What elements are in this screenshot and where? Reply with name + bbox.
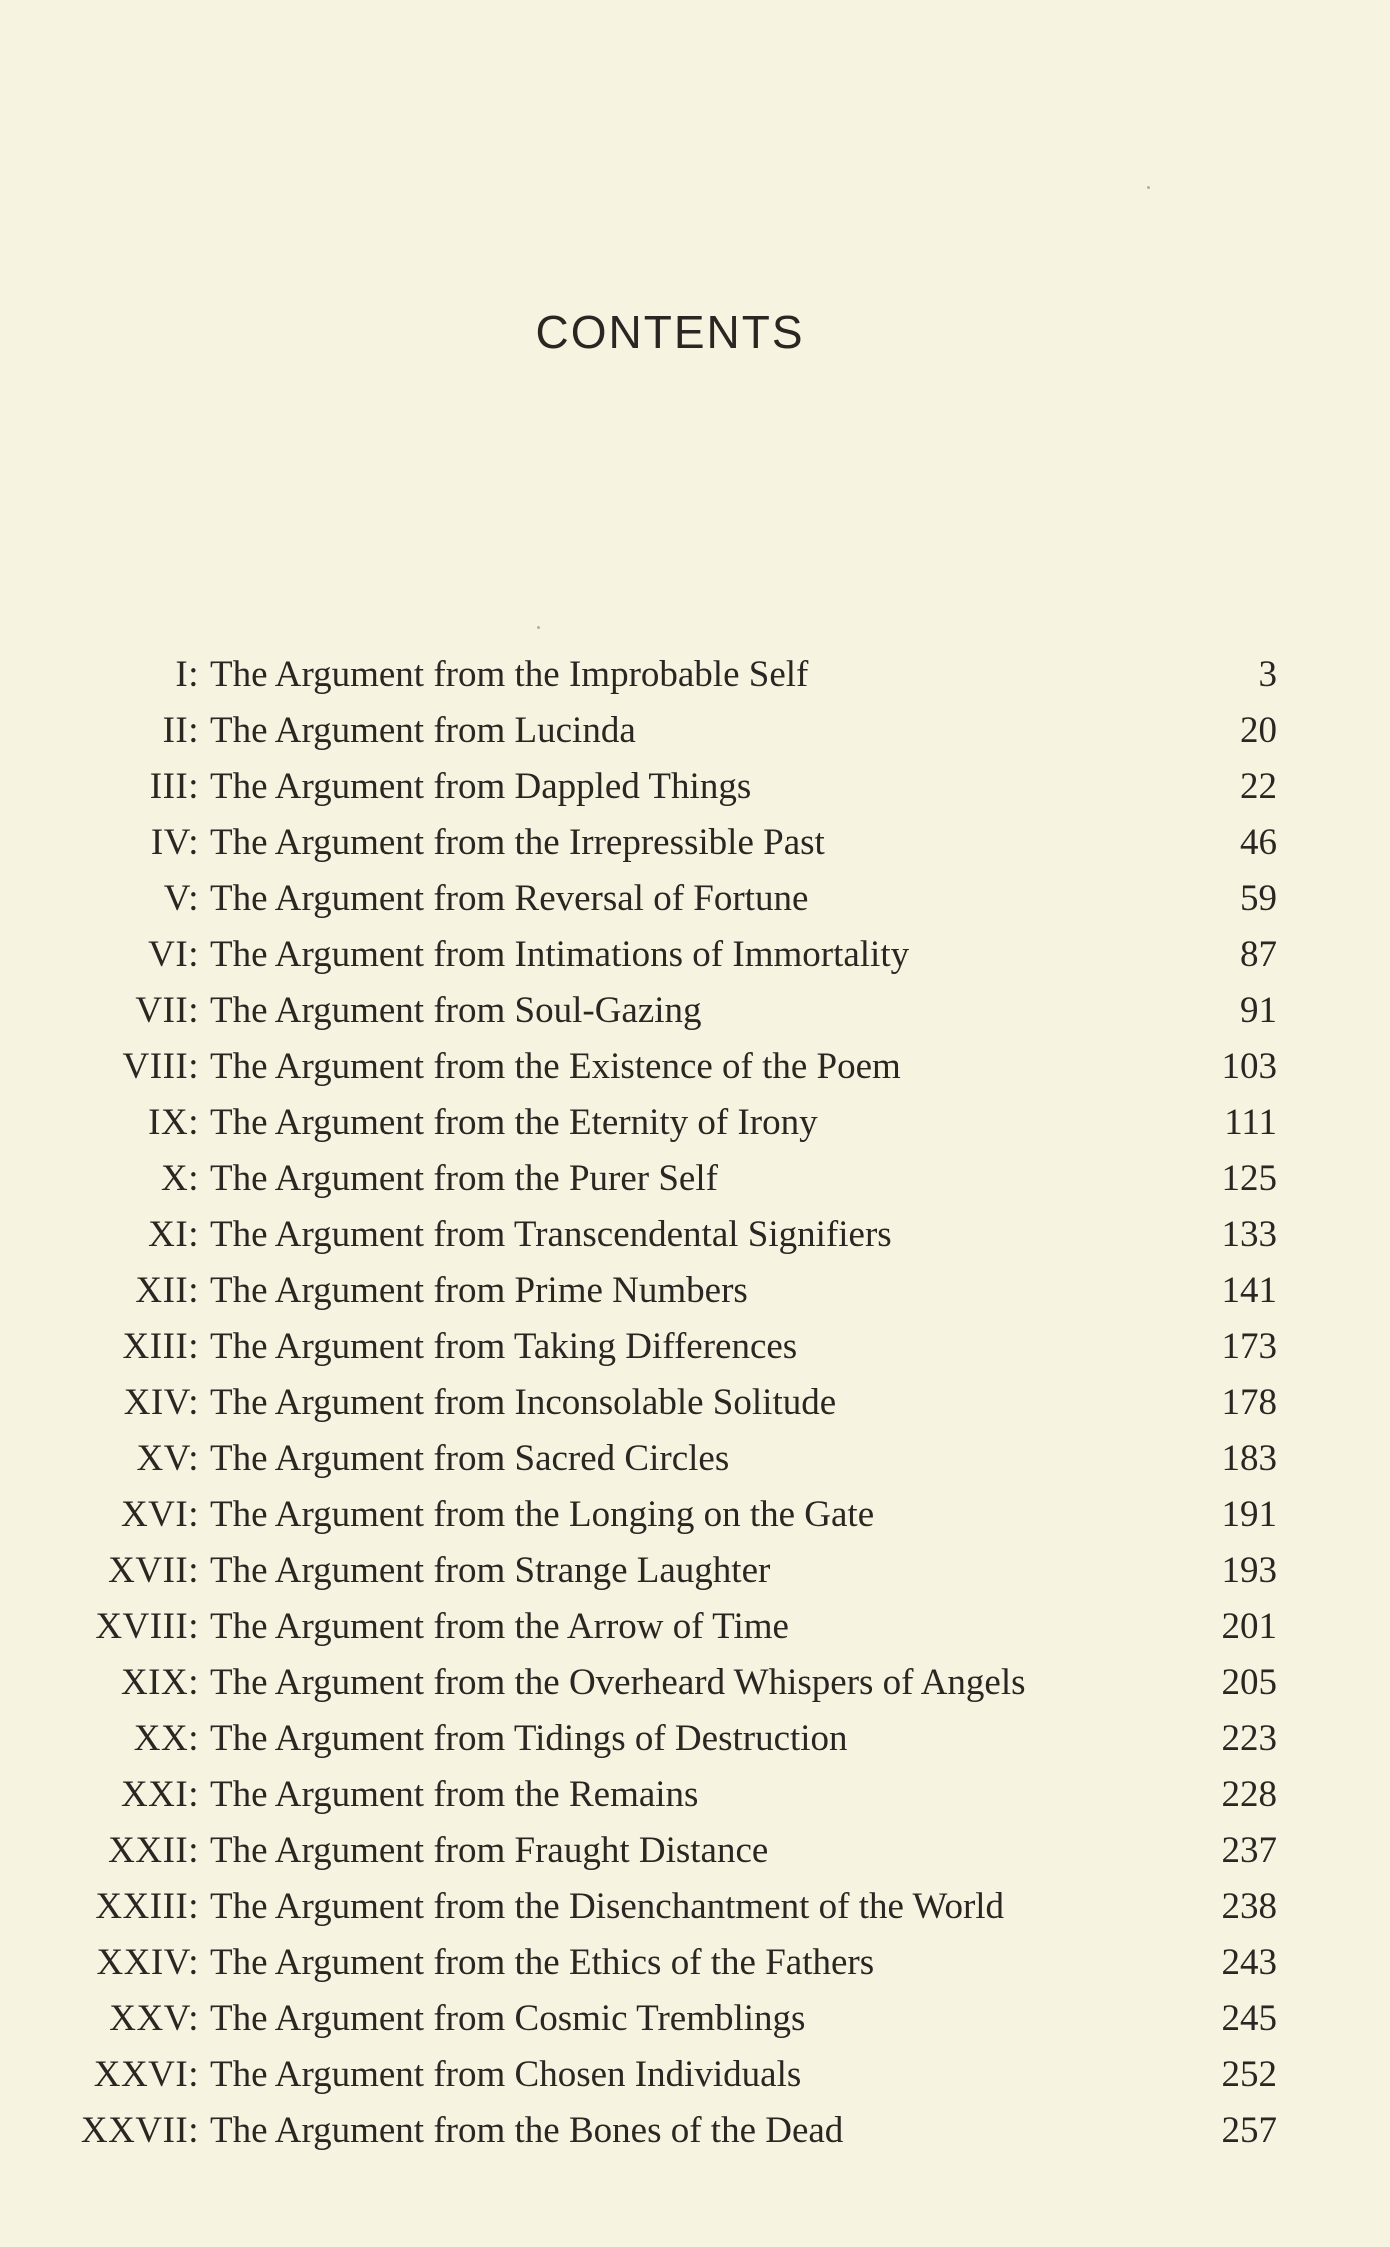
page-number: 228 — [1221, 1774, 1277, 1815]
page-number: 46 — [1240, 822, 1277, 863]
chapter-numeral: III: — [149, 766, 199, 807]
page-number: 238 — [1221, 1886, 1277, 1927]
chapter-title: The Argument from Taking Differences — [210, 1326, 798, 1367]
paper-speck — [537, 626, 540, 629]
chapter-title: The Argument from Cosmic Tremblings — [210, 1998, 806, 2039]
page-number: 59 — [1240, 878, 1277, 919]
page-number: 91 — [1240, 990, 1277, 1031]
toc-entry[interactable] — [0, 1487, 1390, 1543]
page-number: 133 — [1221, 1214, 1277, 1255]
page-number: 173 — [1221, 1326, 1277, 1367]
page-number: 243 — [1221, 1942, 1277, 1983]
toc-entry[interactable] — [0, 1263, 1390, 1319]
toc-entry[interactable] — [0, 1655, 1390, 1711]
page-number: 237 — [1221, 1830, 1277, 1871]
toc-entry[interactable] — [0, 1375, 1390, 1431]
chapter-title: The Argument from Sacred Circles — [210, 1438, 730, 1479]
page-number: 111 — [1224, 1102, 1277, 1143]
toc-entry[interactable] — [0, 647, 1390, 703]
toc-entry[interactable] — [0, 1935, 1390, 1991]
page-title: CONTENTS — [535, 306, 805, 358]
chapter-title: The Argument from Dappled Things — [210, 766, 752, 807]
chapter-numeral: XXIII: — [95, 1886, 199, 1927]
chapter-numeral: VIII: — [122, 1046, 199, 1087]
toc-entry[interactable] — [0, 2047, 1390, 2103]
chapter-title: The Argument from the Remains — [210, 1774, 699, 1815]
page-number: 193 — [1221, 1550, 1277, 1591]
chapter-title: The Argument from the Ethics of the Fathers — [210, 1942, 875, 1983]
chapter-title: The Argument from Inconsolable Solitude — [210, 1382, 837, 1423]
page-number: 87 — [1240, 934, 1277, 975]
chapter-numeral: X: — [161, 1158, 199, 1199]
chapter-numeral: IX: — [148, 1102, 199, 1143]
chapter-numeral: IV: — [150, 822, 199, 863]
toc-entry[interactable] — [0, 1151, 1390, 1207]
chapter-title: The Argument from Fraught Distance — [210, 1830, 769, 1871]
toc-entry[interactable] — [0, 1711, 1390, 1767]
chapter-numeral: XVI: — [120, 1494, 199, 1535]
toc-entry[interactable] — [0, 1039, 1390, 1095]
chapter-title: The Argument from Strange Laughter — [210, 1550, 771, 1591]
page-number: 183 — [1221, 1438, 1277, 1479]
chapter-numeral: XXI: — [120, 1774, 199, 1815]
page-number: 178 — [1221, 1382, 1277, 1423]
page-number: 223 — [1221, 1718, 1277, 1759]
page-number: 103 — [1221, 1046, 1277, 1087]
chapter-numeral: XIII: — [122, 1326, 199, 1367]
toc-entry[interactable] — [0, 983, 1390, 1039]
page-number: 252 — [1221, 2054, 1277, 2095]
chapter-title: The Argument from the Existence of the Poem — [210, 1046, 901, 1087]
chapter-numeral: XX: — [133, 1718, 199, 1759]
chapter-numeral: XXVI: — [93, 2054, 199, 2095]
toc-entry[interactable] — [0, 927, 1390, 983]
page-number: 22 — [1240, 766, 1277, 807]
chapter-numeral: XII: — [135, 1270, 199, 1311]
chapter-numeral: XXIV: — [96, 1942, 199, 1983]
paper-speck — [1147, 186, 1150, 189]
toc-entry[interactable] — [0, 1599, 1390, 1655]
chapter-title: The Argument from the Eternity of Irony — [210, 1102, 818, 1143]
chapter-title: The Argument from Intimations of Immortality — [210, 934, 910, 975]
chapter-title: The Argument from the Bones of the Dead — [210, 2110, 844, 2151]
toc-entry[interactable] — [0, 1991, 1390, 2047]
chapter-numeral: XV: — [136, 1438, 199, 1479]
toc-entry[interactable] — [0, 1431, 1390, 1487]
chapter-numeral: VII: — [135, 990, 199, 1031]
page-number: 205 — [1221, 1662, 1277, 1703]
chapter-numeral: XI: — [148, 1214, 199, 1255]
toc-entry[interactable] — [0, 871, 1390, 927]
toc-entry[interactable] — [0, 1767, 1390, 1823]
toc-entry[interactable] — [0, 1823, 1390, 1879]
page-number: 20 — [1240, 710, 1277, 751]
page-number: 141 — [1221, 1270, 1277, 1311]
chapter-title: The Argument from the Disenchantment of the World — [210, 1886, 1005, 1927]
chapter-title: The Argument from the Purer Self — [210, 1158, 718, 1199]
page-number: 201 — [1221, 1606, 1277, 1647]
toc-entry[interactable] — [0, 1319, 1390, 1375]
chapter-title: The Argument from Chosen Individuals — [210, 2054, 802, 2095]
page-number: 191 — [1221, 1494, 1277, 1535]
chapter-title: The Argument from the Irrepressible Past — [210, 822, 825, 863]
chapter-title: The Argument from Soul-Gazing — [210, 990, 702, 1031]
toc-entry[interactable] — [0, 1543, 1390, 1599]
chapter-title: The Argument from the Longing on the Gate — [210, 1494, 875, 1535]
chapter-numeral: XVII: — [108, 1550, 199, 1591]
toc-entry[interactable] — [0, 759, 1390, 815]
toc-entry[interactable] — [0, 815, 1390, 871]
toc-entry[interactable] — [0, 1095, 1390, 1151]
chapter-title: The Argument from the Arrow of Time — [210, 1606, 789, 1647]
table-of-contents — [0, 647, 1390, 2159]
chapter-numeral: VI: — [148, 934, 199, 975]
chapter-numeral: I: — [175, 654, 199, 695]
page-number: 3 — [1258, 654, 1277, 695]
toc-entry[interactable] — [0, 1879, 1390, 1935]
chapter-numeral: XXV: — [109, 1998, 199, 2039]
chapter-numeral: XIV: — [123, 1382, 199, 1423]
chapter-numeral: XVIII: — [95, 1606, 199, 1647]
chapter-numeral: V: — [163, 878, 199, 919]
toc-entry[interactable] — [0, 1207, 1390, 1263]
chapter-title: The Argument from the Improbable Self — [210, 654, 809, 695]
chapter-numeral: II: — [162, 710, 199, 751]
chapter-title: The Argument from Transcendental Signifiers — [210, 1214, 892, 1255]
chapter-title: The Argument from Tidings of Destruction — [210, 1718, 848, 1759]
page-number: 125 — [1221, 1158, 1277, 1199]
chapter-title: The Argument from Reversal of Fortune — [210, 878, 809, 919]
chapter-title: The Argument from Lucinda — [210, 710, 636, 751]
chapter-numeral: XIX: — [120, 1662, 199, 1703]
chapter-title: The Argument from Prime Numbers — [210, 1270, 748, 1311]
page-number: 245 — [1221, 1998, 1277, 2039]
toc-entry[interactable] — [0, 2103, 1390, 2159]
page-number: 257 — [1221, 2110, 1277, 2151]
toc-entry[interactable] — [0, 703, 1390, 759]
chapter-numeral: XXVII: — [80, 2110, 199, 2151]
chapter-numeral: XXII: — [108, 1830, 199, 1871]
chapter-title: The Argument from the Overheard Whispers of Angels — [210, 1662, 1026, 1703]
